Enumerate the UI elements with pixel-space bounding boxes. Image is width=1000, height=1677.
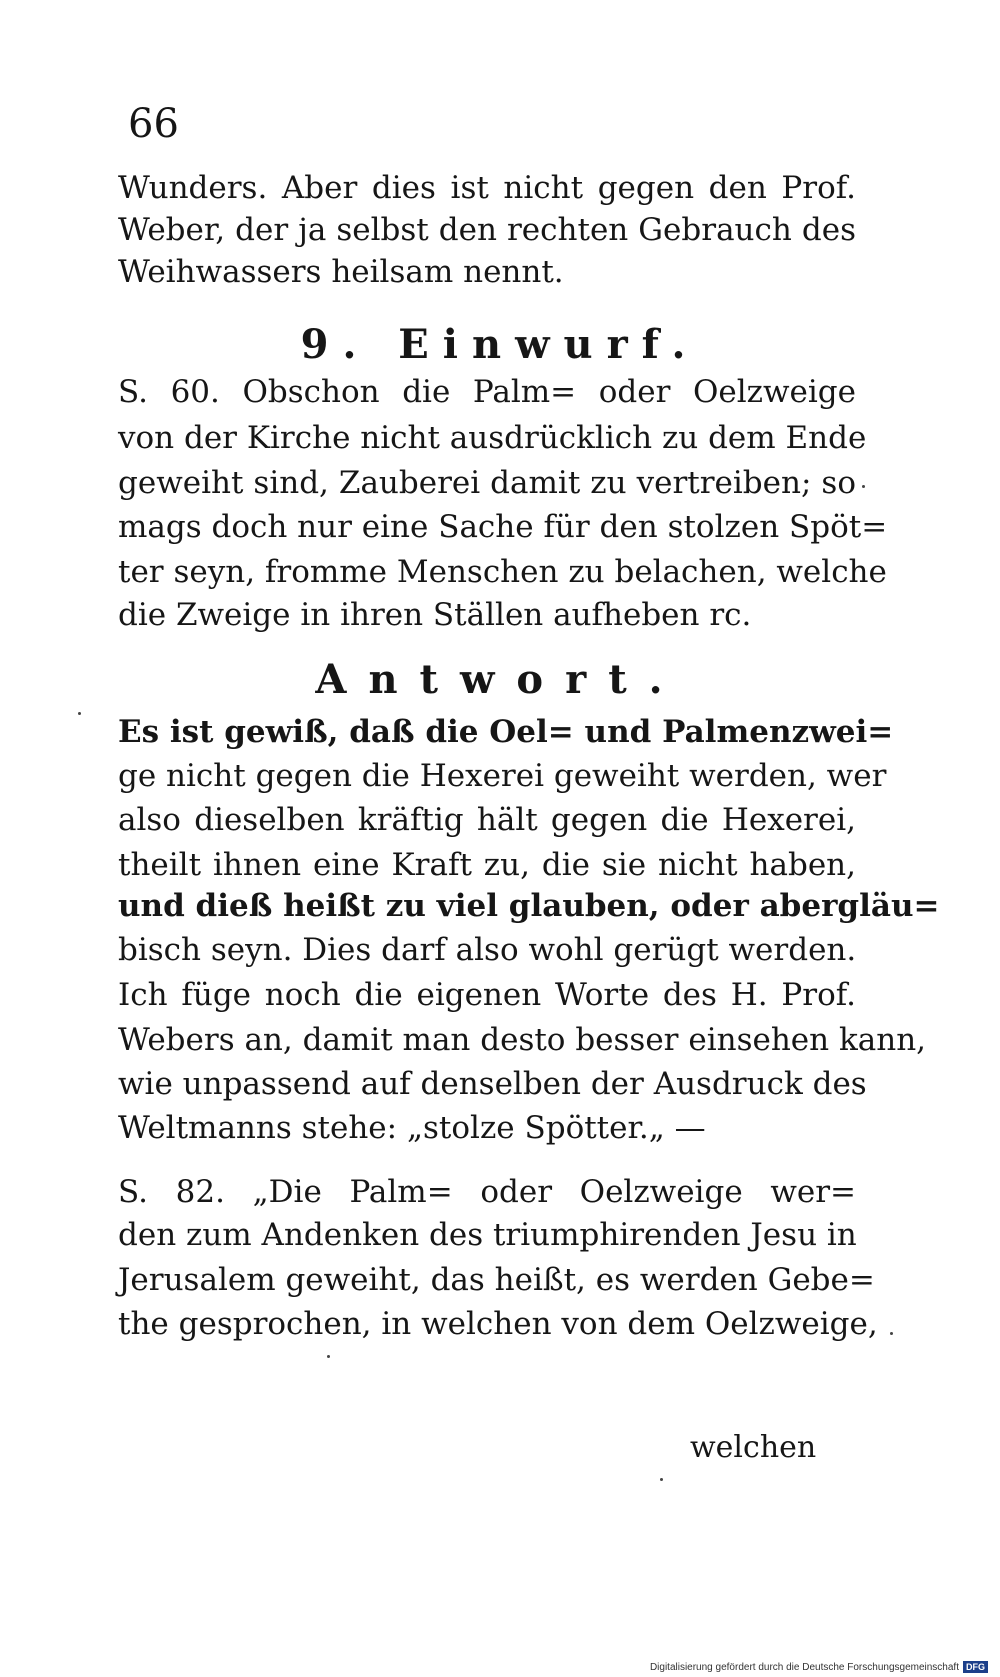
section-heading-einwurf: 9. Einwurf.: [300, 321, 700, 368]
dfg-logo: DFG: [963, 1661, 988, 1673]
text-line: wie unpassend auf denselben der Ausdruck des: [118, 1066, 867, 1102]
text-line: also dieselben kräftig hält gegen die Hexerei,: [118, 802, 856, 838]
page-number: 66: [128, 101, 179, 147]
text-line: Ich füge noch die eigenen Worte des H. Prof.: [118, 977, 856, 1013]
text-line: Webers an, damit man desto besser einsehen kann,: [118, 1022, 927, 1058]
ink-speck: [660, 1478, 663, 1481]
text-line: Es ist gewiß, daß die Oel= und Palmenzwei=: [118, 714, 894, 750]
ink-speck: [862, 485, 865, 488]
text-line: Jerusalem geweiht, das heißt, es werden Gebe=: [118, 1262, 875, 1298]
catchword: welchen: [690, 1430, 817, 1465]
ink-speck: [890, 1332, 893, 1335]
credit-text: Digitalisierung gefördert durch die Deutsche Forschungsgemeinschaft: [649, 1661, 959, 1673]
text-line: ge nicht gegen die Hexerei geweiht werden, wer: [118, 758, 887, 794]
section-heading-antwort: Antwort.: [315, 656, 685, 703]
digitization-credit: [650, 1661, 988, 1673]
text-line: the gesprochen, in welchen von dem Oelzweige,: [118, 1306, 878, 1342]
text-line: geweiht sind, Zauberei damit zu vertreiben; so: [118, 465, 856, 501]
text-line: und dieß heißt zu viel glauben, oder abergläu=: [118, 888, 940, 924]
text-line: ter seyn, fromme Menschen zu belachen, welche: [118, 554, 887, 590]
text-line: Weber, der ja selbst den rechten Gebrauch des: [118, 212, 856, 248]
text-line: Weihwassers heilsam nennt.: [118, 254, 564, 290]
text-line: Wunders. Aber dies ist nicht gegen den Prof.: [118, 170, 856, 206]
ink-speck: [78, 712, 81, 715]
text-line: von der Kirche nicht ausdrücklich zu dem Ende: [118, 420, 867, 456]
text-line: S. 60. Obschon die Palm= oder Oelzweige: [118, 374, 856, 410]
text-line: den zum Andenken des triumphirenden Jesu in: [118, 1217, 857, 1253]
text-line: mags doch nur eine Sache für den stolzen Spöt=: [118, 509, 888, 545]
text-line: theilt ihnen eine Kraft zu, die sie nicht haben,: [118, 847, 856, 883]
text-line: die Zweige in ihren Ställen aufheben rc.: [118, 597, 752, 633]
text-line: S. 82. „Die Palm= oder Oelzweige wer=: [118, 1174, 856, 1210]
ink-speck: [327, 1355, 330, 1358]
text-line: Weltmanns stehe: „stolze Spötter.„ —: [118, 1110, 706, 1146]
text-line: bisch seyn. Dies darf also wohl gerügt werden.: [118, 932, 857, 968]
